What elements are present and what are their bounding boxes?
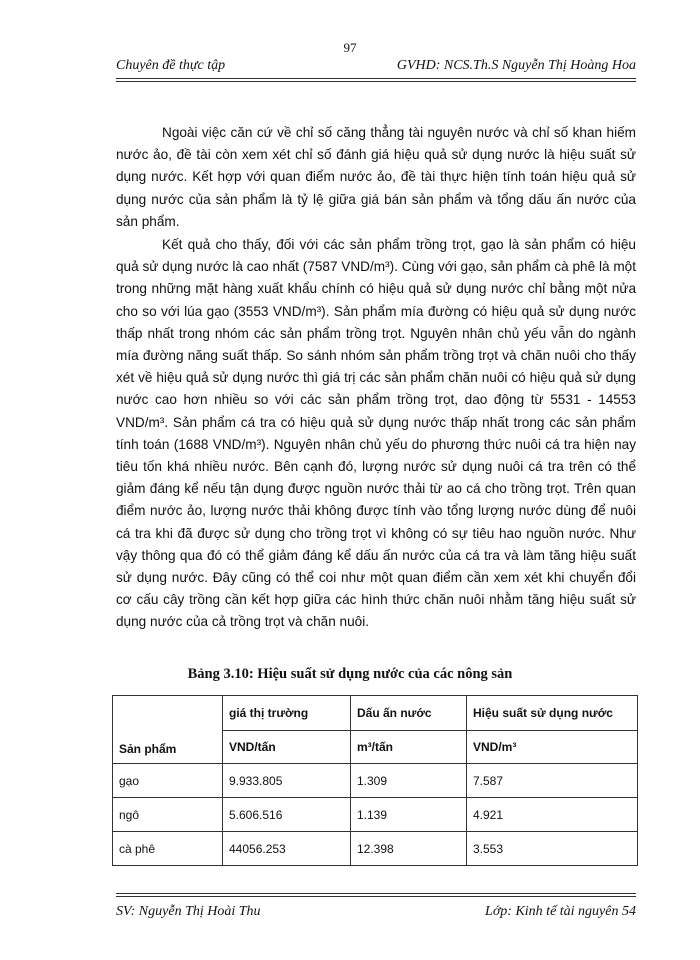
unit-efficiency: VND/m³	[467, 731, 638, 764]
cell-footprint: 1.139	[351, 798, 467, 832]
paragraph-text: Kết quả cho thấy, đối với các sản phẩm trồng trọt, gạo là sản phẩm có hiệu quả sử dụng nước là cao nhất (7587 VND/m³). Cùng với gạo, sản phẩm cà phê là một trong những mặt hàng xuất khẩu chính có hiệu quả sử dụng nước chỉ bằng một nửa cho so với lúa gạo (3553 VND/m³). Sản phẩm mía đường có hiệu quả sử dụng nước thấp nhất trong nhóm các sản phẩm trồng trọt. Nguyên nhân chủ yếu vẫn do ngành mía đường năng suất thấp. So sánh nhóm sản phẩm trồng trọt và chăn nuôi cho thấy xét về hiệu quả sử dụng nước thì giá trị các sản phẩm chăn nuôi có hiệu quả sử dụng nước cao hơn nhiều so với các sản phẩm trồng trọt, dao động từ 5531 - 14553 VND/m³. Sản phẩm cá tra có hiệu quả sử dụng nước thấp nhất trong các sản phẩm tính toán (1688 VND/m³). Nguyên nhân chủ yếu do phương thức nuôi cá tra hiện nay tiêu tốn khá nhiều nước. Bên cạnh đó, lượng nước sử dụng nuôi cá tra trên có thể giảm đáng kể nếu tận dụng được nguồn nước thải từ ao cá cho trồng trọt. Trên quan điểm nước ảo, lượng nước thải không được tính vào tổng lượng nước dùng để nuôi cá tra khi đã được sử dụng cho trồng trọt vì không có sự tiêu hao nguồn nước. Như vậy thông qua đó có thể giảm đáng kể dấu ấn nước của cá tra và làm tăng hiệu suất sử dụng nước. Đây cũng có thể coi như một quan điểm cần xem xét khi chuyển đổi cơ cấu cây trồng cần kết hợp giữa các hình thức chăn nuôi nhằm tăng hiệu suất sử dụng nước của cả trồng trọt và chăn nuôi.	[116, 237, 636, 630]
footer-student: SV: Nguyễn Thị Hoài Thu	[116, 904, 261, 919]
page-header	[116, 58, 636, 78]
cell-efficiency: 4.921	[467, 798, 638, 832]
footer-class: Lớp: Kinh tế tài nguyên 54	[485, 904, 636, 919]
body-paragraph-2	[116, 234, 636, 634]
footer-divider	[116, 893, 636, 897]
unit-price: VND/tấn	[223, 731, 351, 764]
cell-efficiency: 3.553	[467, 832, 638, 866]
cell-product: gạo	[113, 764, 223, 798]
table-row	[113, 832, 638, 866]
cell-efficiency: 7.587	[467, 764, 638, 798]
table-title: Bảng 3.10: Hiệu suất sử dụng nước của các nông sản	[187, 666, 513, 682]
table-row	[113, 764, 638, 798]
paragraph-text: Ngoài việc căn cứ về chỉ số căng thẳng tài nguyên nước và chỉ số khan hiếm nước ảo, đề tài còn xem xét chỉ số đánh giá hiệu quả sử dụng nước là hiệu suất sử dụng nước. Kết hợp với quan điểm nước ảo, đề tài thực hiện tính toán hiệu quả sử dụng nước của sản phẩm là tỷ lệ giữa giá bán sản phẩm và tổng dấu ấn nước của sản phẩm.	[116, 125, 636, 229]
header-supervisor: GVHD: NCS.Th.S Nguyễn Thị Hoàng Hoa	[396, 58, 636, 73]
cell-price: 5.606.516	[223, 798, 351, 832]
page-footer	[116, 904, 636, 924]
table-row	[113, 798, 638, 832]
cell-product: ngô	[113, 798, 223, 832]
cell-price: 44056.253	[223, 832, 351, 866]
cell-price: 9.933.805	[223, 764, 351, 798]
column-header-price: giá thị trường	[223, 696, 351, 731]
cell-footprint: 12.398	[351, 832, 467, 866]
header-divider	[116, 78, 636, 82]
water-efficiency-table	[112, 695, 638, 866]
unit-footprint: m³/tấn	[351, 731, 467, 764]
column-header-product: Sản phẩm	[113, 696, 223, 764]
table-header-row	[113, 696, 638, 731]
column-header-footprint: Dấu ấn nước	[351, 696, 467, 731]
column-header-efficiency: Hiệu suất sử dụng nước	[467, 696, 638, 731]
body-paragraph-1	[116, 122, 636, 233]
cell-product: cà phê	[113, 832, 223, 866]
page-number: 97	[343, 40, 357, 55]
cell-footprint: 1.309	[351, 764, 467, 798]
header-document-type: Chuyên đề thực tập	[116, 58, 226, 73]
